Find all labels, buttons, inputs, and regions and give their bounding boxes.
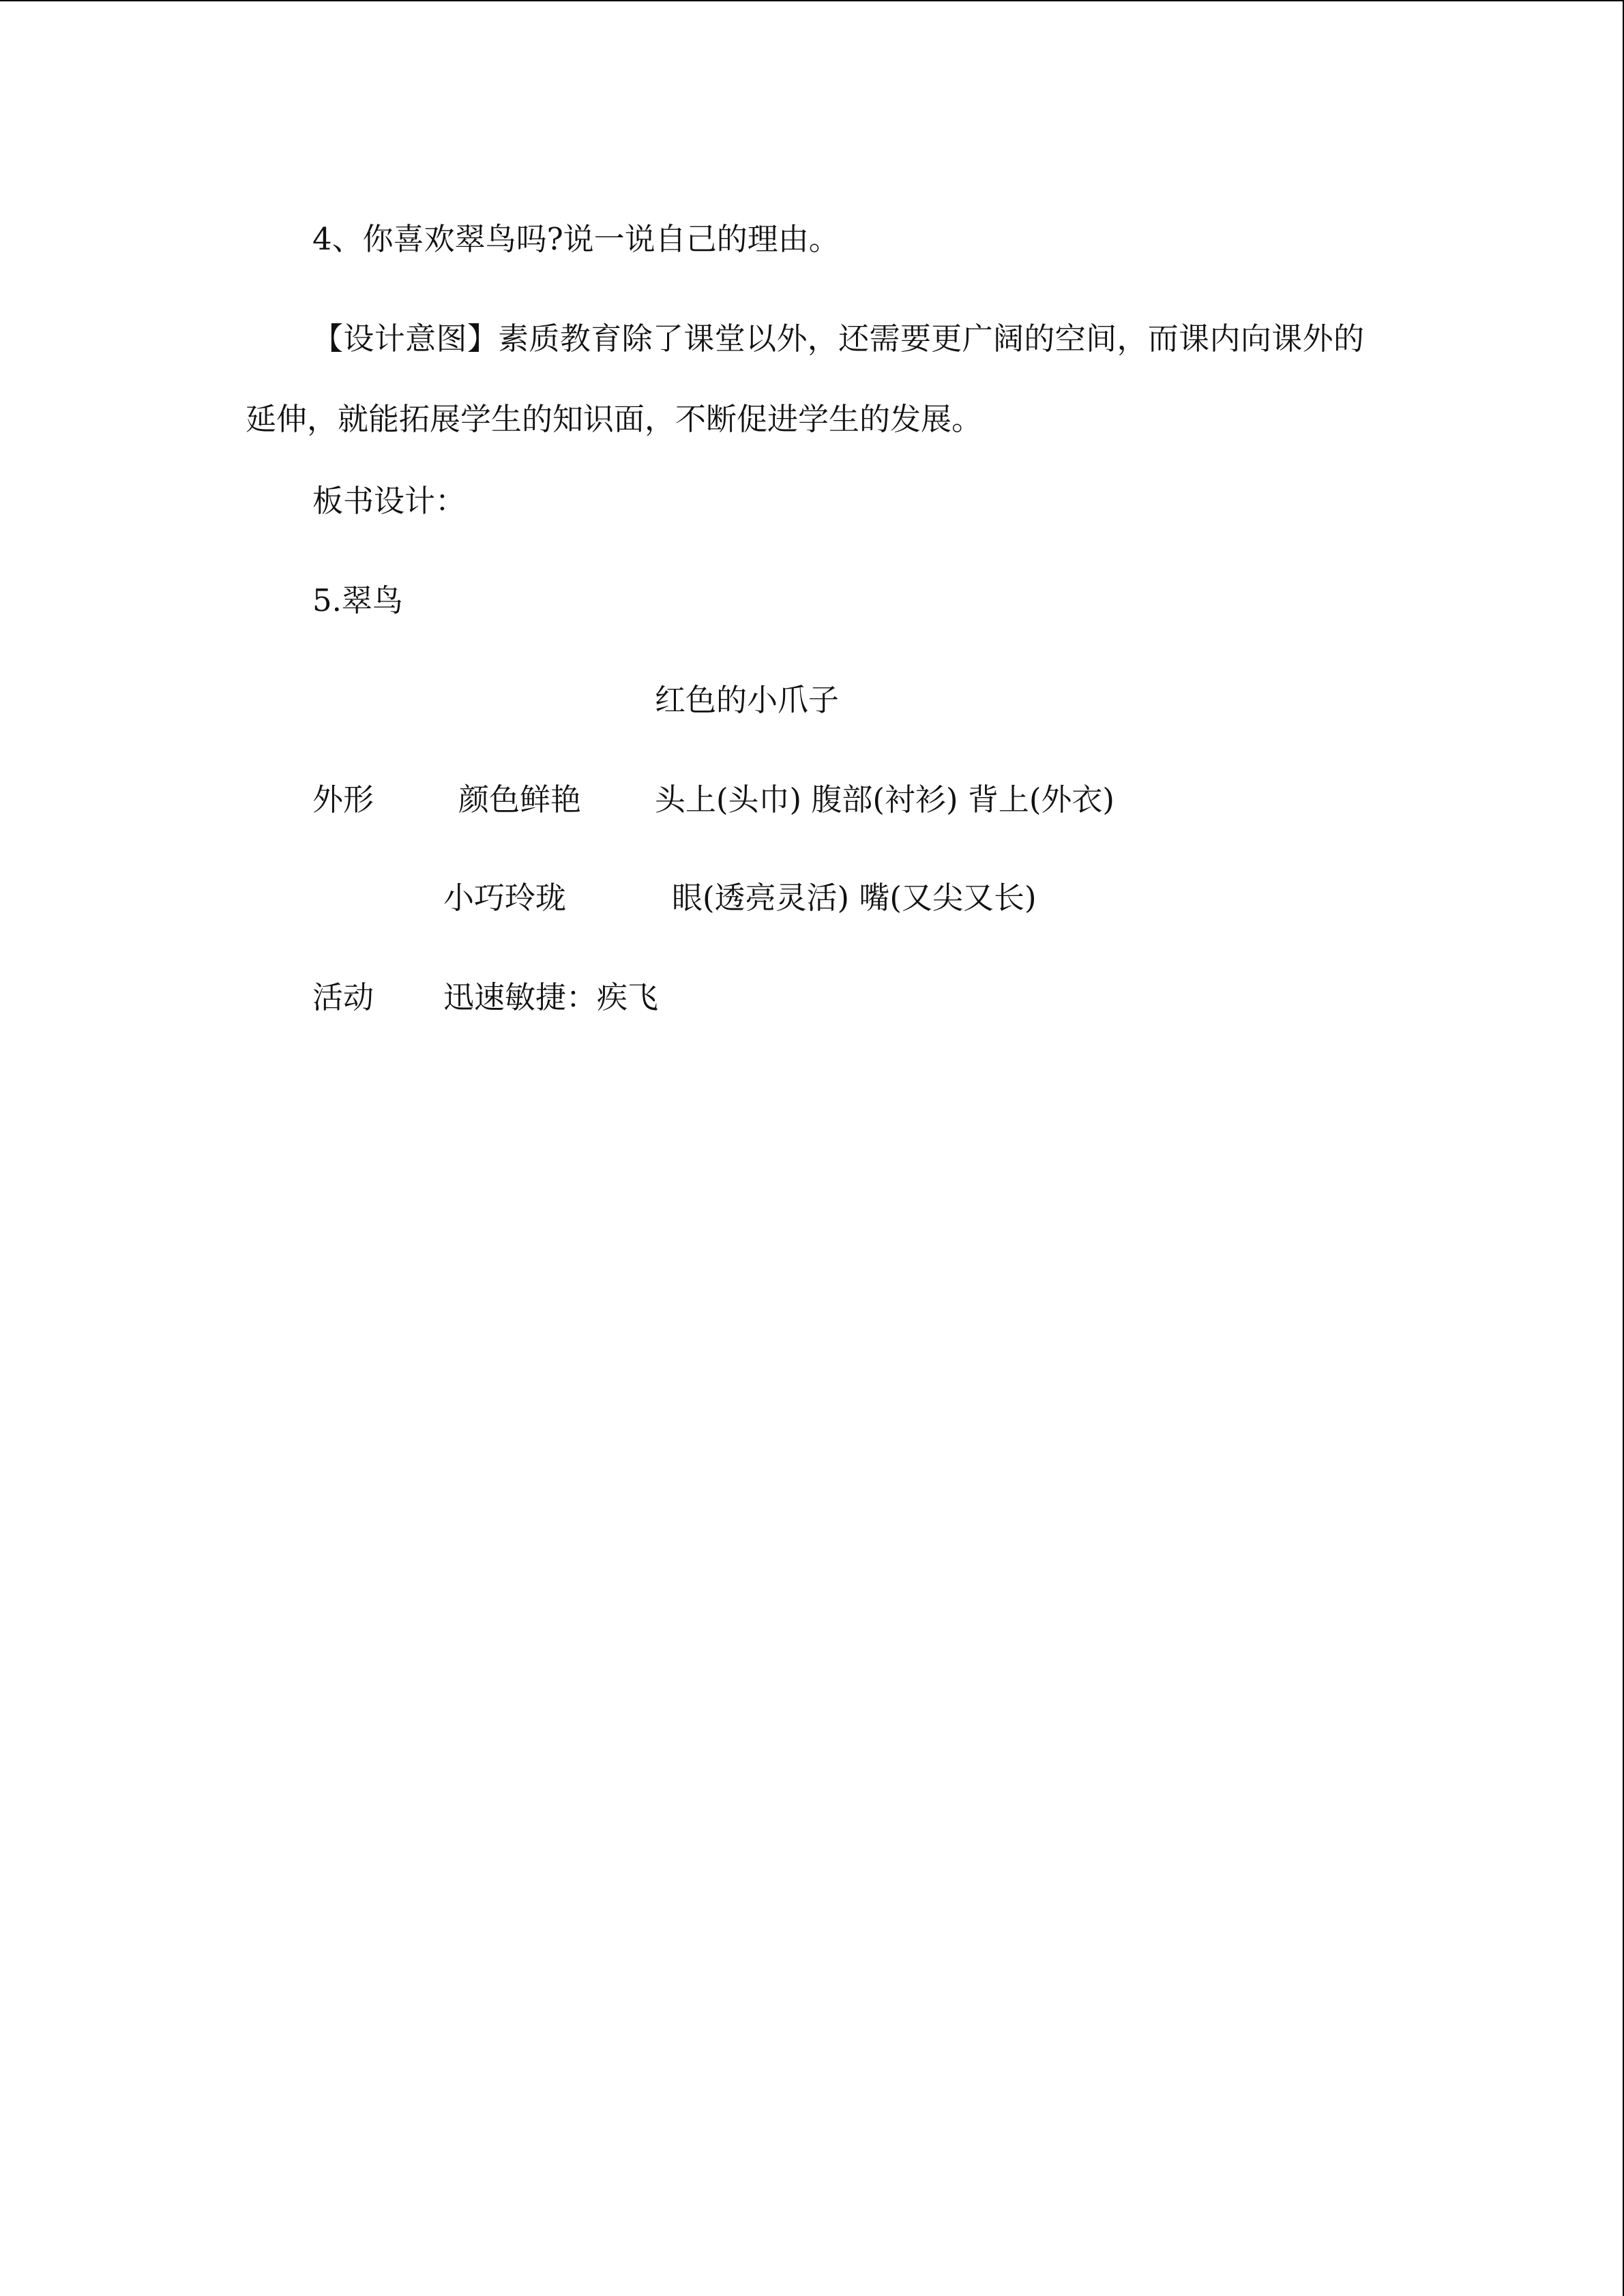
board-small-details: 眼(透亮灵活) 嘴(又尖又长) (672, 880, 1037, 916)
board-design-label: 板书设计： (312, 483, 467, 519)
board-activity-label: 活动 (312, 979, 374, 1015)
board-activity-detail: 迅速敏捷：疾飞 (443, 979, 659, 1015)
question-4: 4、你喜欢翠鸟吗?说一说自己的理由。 (312, 221, 840, 257)
board-title: 5.翠鸟 (312, 582, 403, 618)
board-small-exquisite: 小巧玲珑 (443, 880, 567, 916)
board-claws: 红色的小爪子 (655, 682, 840, 718)
design-intent-paragraph: 【设计意图】素质教育除了课堂以外，还需要更广阔的空间，而课内向课外的延伸，就能拓展学生的知识面，不断促进学生的发展。 (246, 320, 1364, 437)
board-appearance-label: 外形 (312, 781, 374, 818)
board-colorful-details: 头上(头巾) 腹部(衬衫) 背上(外衣) (655, 781, 1114, 818)
board-colorful: 颜色鲜艳 (458, 781, 582, 818)
